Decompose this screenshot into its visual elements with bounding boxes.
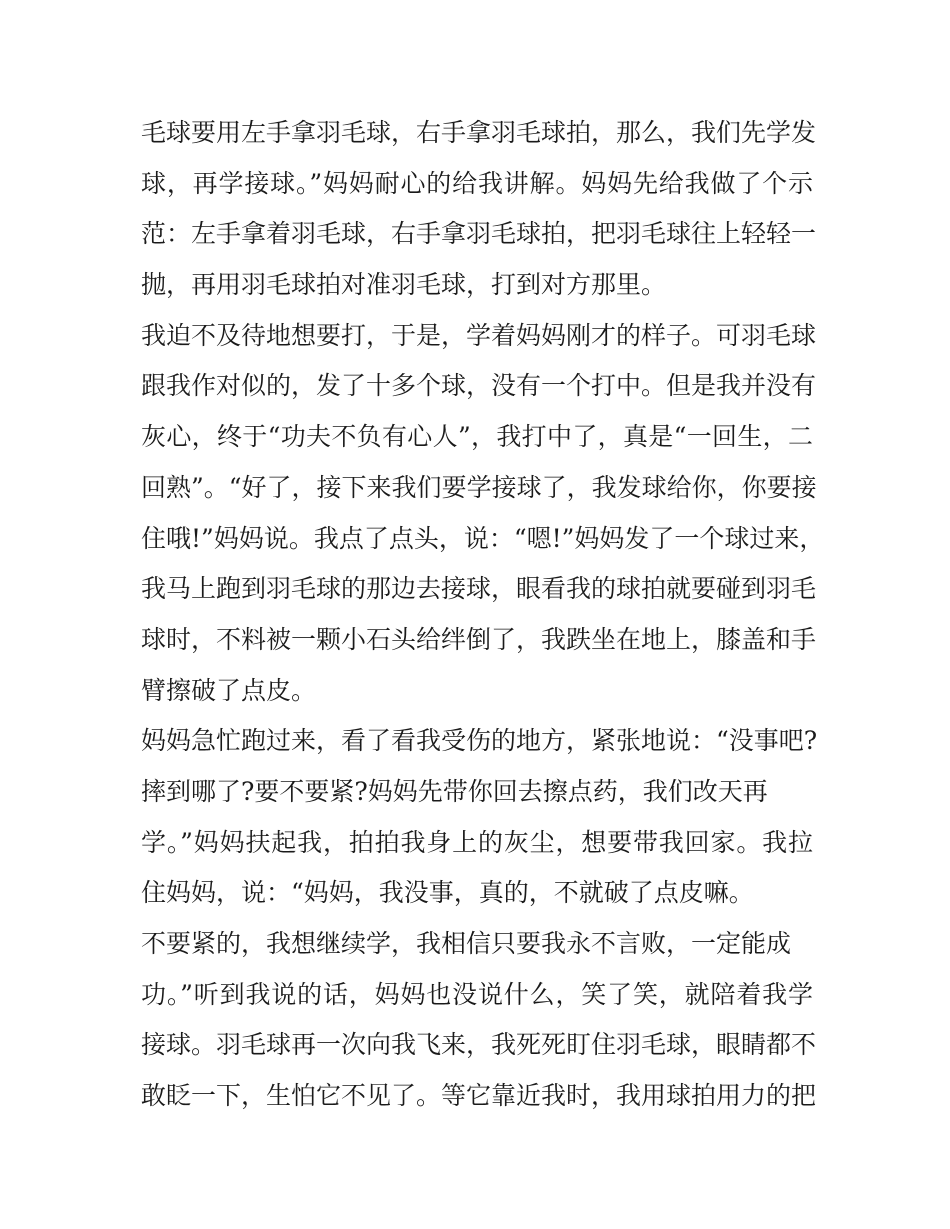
text-line: 妈妈急忙跑过来，看了看我受伤的地方，紧张地说：“没事吧?: [141, 726, 818, 756]
essay-text: [141, 108, 825, 1122]
text-line: 敢眨一下，生怕它不见了。等它靠近我时，我用球拍用力的把: [141, 1081, 817, 1111]
text-line: 我迫不及待地想要打，于是，学着妈妈刚才的样子。可羽毛球: [141, 320, 817, 350]
text-line: 球，再学接球。”妈妈耐心的给我讲解。妈妈先给我做了个示: [141, 168, 813, 198]
text-line: 住哦!”妈妈说。我点了点头，说：“嗯!”妈妈发了一个球过来，: [141, 523, 825, 553]
text-line: 跟我作对似的，发了十多个球，没有一个打中。但是我并没有: [141, 371, 817, 401]
text-line: 臂擦破了点皮。: [141, 675, 317, 705]
text-line: 摔到哪了?要不要紧?妈妈先带你回去擦点药，我们改天再: [141, 776, 768, 806]
text-line: 灰心，终于“功夫不负有心人”，我打中了，真是“一回生，二: [141, 422, 813, 452]
text-line: 我马上跑到羽毛球的那边去接球，眼看我的球拍就要碰到羽毛: [141, 574, 817, 604]
text-line: 抛，再用羽毛球拍对准羽毛球，打到对方那里。: [141, 270, 667, 300]
text-line: 住妈妈，说：“妈妈，我没事，真的，不就破了点皮嘛。: [141, 878, 754, 908]
text-line: 范：左手拿着羽毛球，右手拿羽毛球拍，把羽毛球往上轻轻一: [141, 219, 817, 249]
text-line: 毛球要用左手拿羽毛球，右手拿羽毛球拍，那么，我们先学发: [141, 118, 817, 147]
text-line: 球时，不料被一颗小石头给绊倒了，我跌坐在地上，膝盖和手: [141, 624, 817, 654]
text-line: 回熟”。“好了，接下来我们要学接球了，我发球给你，你要接: [141, 472, 817, 502]
text-line: 功。”听到我说的话，妈妈也没说什么，笑了笑，就陪着我学: [141, 979, 813, 1009]
text-line: 接球。羽毛球再一次向我飞来，我死死盯住羽毛球，眼睛都不: [141, 1030, 817, 1060]
text-line: 学。”妈妈扶起我，拍拍我身上的灰尘，想要带我回家。我拉: [141, 827, 813, 857]
text-line: 不要紧的，我想继续学，我相信只要我永不言败，一定能成: [141, 929, 792, 958]
